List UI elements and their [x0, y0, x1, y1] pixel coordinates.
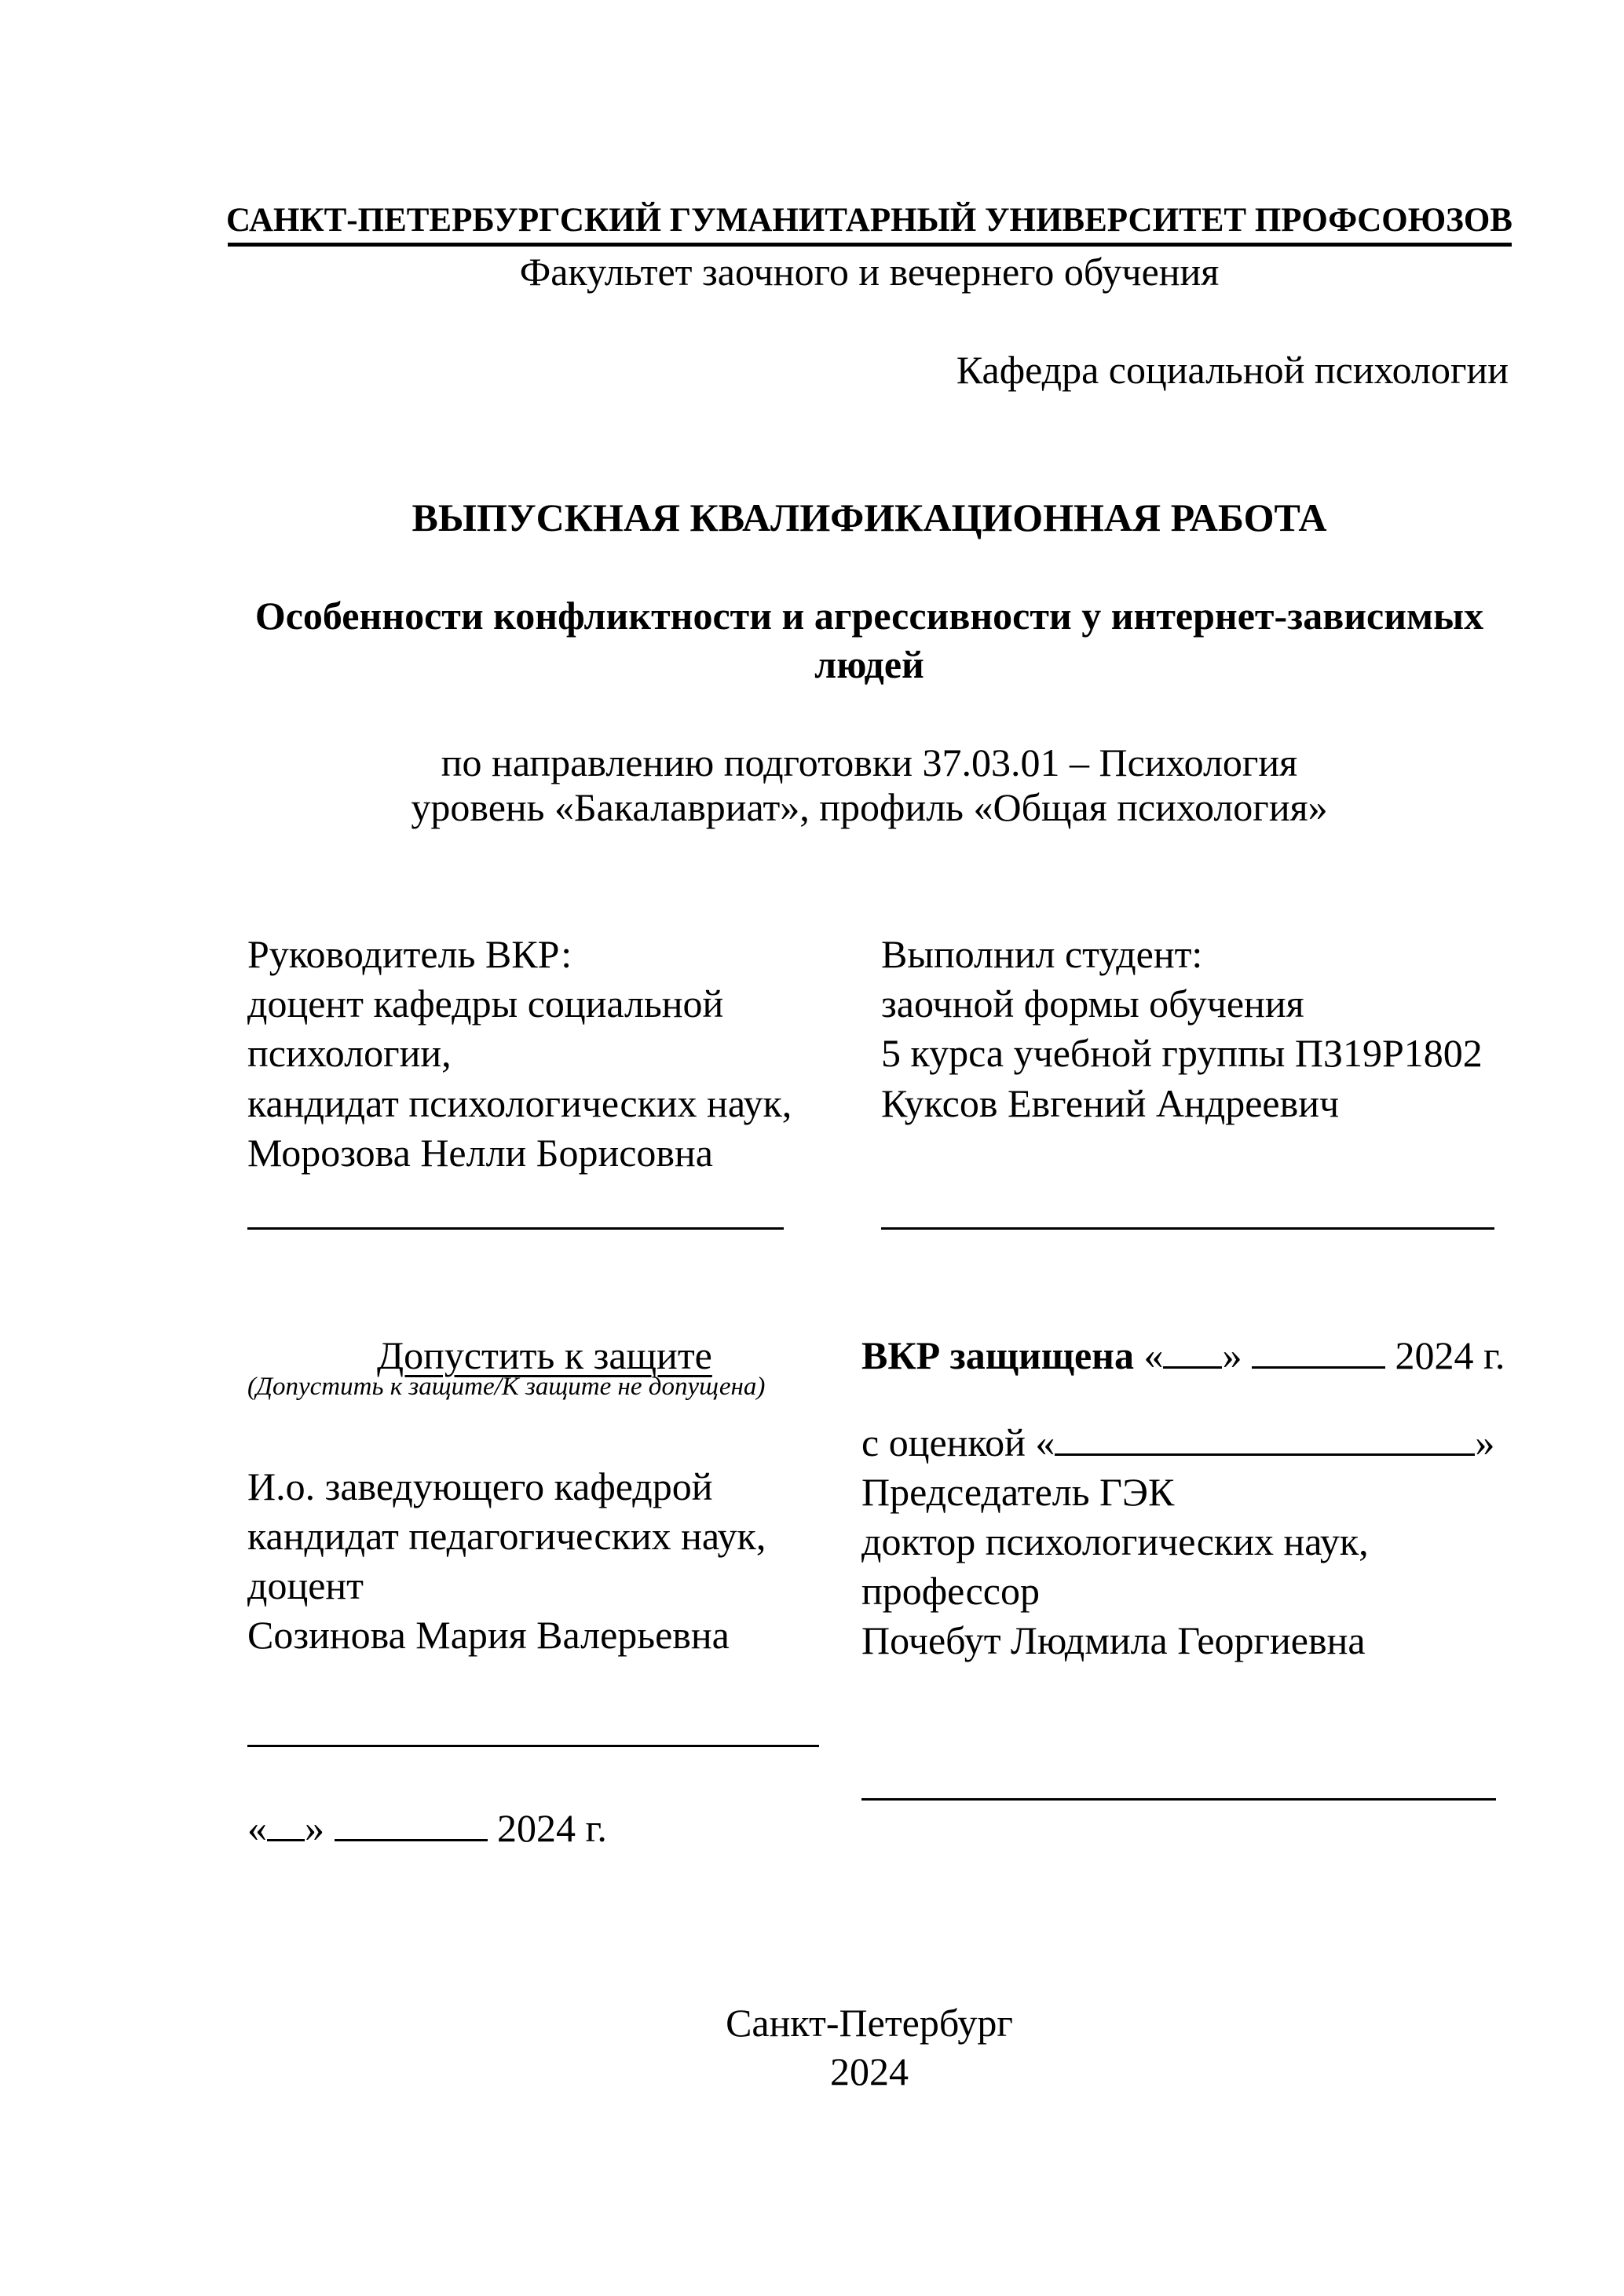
chair-position: Председатель ГЭК [861, 1470, 1175, 1514]
faculty-name: Факультет заочного и вечернего обучения [519, 250, 1220, 294]
header-divider [228, 243, 1512, 247]
head-signature-line[interactable] [247, 1745, 819, 1747]
topic-title-line2: людей [814, 642, 924, 686]
chair-signature-line[interactable] [861, 1798, 1496, 1801]
defense-label: ВКР защищена [861, 1333, 1134, 1377]
year: 2024 [830, 2049, 909, 2093]
grade-suffix: » [1475, 1420, 1495, 1464]
head-name: Созинова Мария Валерьевна [247, 1613, 730, 1657]
quote-close: » [305, 1806, 324, 1850]
department-name: Кафедра социальной психологии [956, 348, 1509, 392]
defense-day-blank[interactable] [1163, 1366, 1222, 1369]
chair-title: профессор [861, 1569, 1040, 1613]
admission-decision[interactable]: Допустить к защите [377, 1333, 712, 1377]
student-label: Выполнил студент: [881, 932, 1203, 976]
quote-open: « [1143, 1333, 1164, 1377]
chair-degree: доктор психологических наук, [861, 1519, 1369, 1563]
supervisor-signature-line[interactable] [247, 1227, 784, 1230]
quote-open: « [247, 1806, 267, 1850]
admission-day-blank[interactable] [267, 1839, 305, 1841]
university-name: САНКТ-ПЕТЕРБУРГСКИЙ ГУМАНИТАРНЫЙ УНИВЕРСИТЕТ ПРОФСОЮЗОВ [226, 202, 1512, 239]
chair-name: Почебут Людмила Георгиевна [861, 1618, 1366, 1662]
grade-blank[interactable] [1055, 1453, 1475, 1456]
work-type-title: ВЫПУСКНАЯ КВАЛИФИКАЦИОННАЯ РАБОТА [411, 495, 1327, 539]
student-study-form: заочной формы обучения [881, 982, 1304, 1026]
quote-close: » [1222, 1333, 1242, 1377]
head-degree: кандидат педагогических наук, [247, 1514, 766, 1558]
admission-date [247, 1808, 607, 1848]
admission-note: (Допустить к защите/К защите не допущена) [247, 1373, 766, 1401]
student-name: Куксов Евгений Андреевич [881, 1081, 1340, 1125]
defense-grade [861, 1420, 1495, 1464]
city: Санкт-Петербург [726, 2001, 1013, 2045]
supervisor-degree: кандидат психологических наук, [247, 1081, 792, 1125]
supervisor-position-line1: доцент кафедры социальной [247, 982, 724, 1026]
supervisor-name: Морозова Нелли Борисовна [247, 1131, 713, 1175]
head-title: доцент [247, 1563, 364, 1607]
student-signature-line[interactable] [881, 1227, 1494, 1230]
defense-year: 2024 г. [1395, 1333, 1505, 1377]
defense-date [861, 1333, 1505, 1377]
grade-prefix: с оценкой « [861, 1420, 1055, 1464]
study-level-profile: уровень «Бакалавриат», профиль «Общая психология» [411, 785, 1328, 829]
defense-month-blank[interactable] [1252, 1366, 1385, 1369]
admission-year: 2024 г. [497, 1806, 607, 1850]
admission-month-blank[interactable] [335, 1839, 488, 1841]
supervisor-position-line2: психологии, [247, 1031, 452, 1075]
topic-title-line1: Особенности конфликтности и агрессивности у интернет-зависимых [254, 594, 1484, 638]
head-position: И.о. заведующего кафедрой [247, 1464, 713, 1508]
student-group: 5 курса учебной группы ПЗ19Р1802 [881, 1031, 1483, 1075]
supervisor-label: Руководитель ВКР: [247, 932, 572, 976]
study-direction: по направлению подготовки 37.03.01 – Психология [441, 740, 1298, 784]
